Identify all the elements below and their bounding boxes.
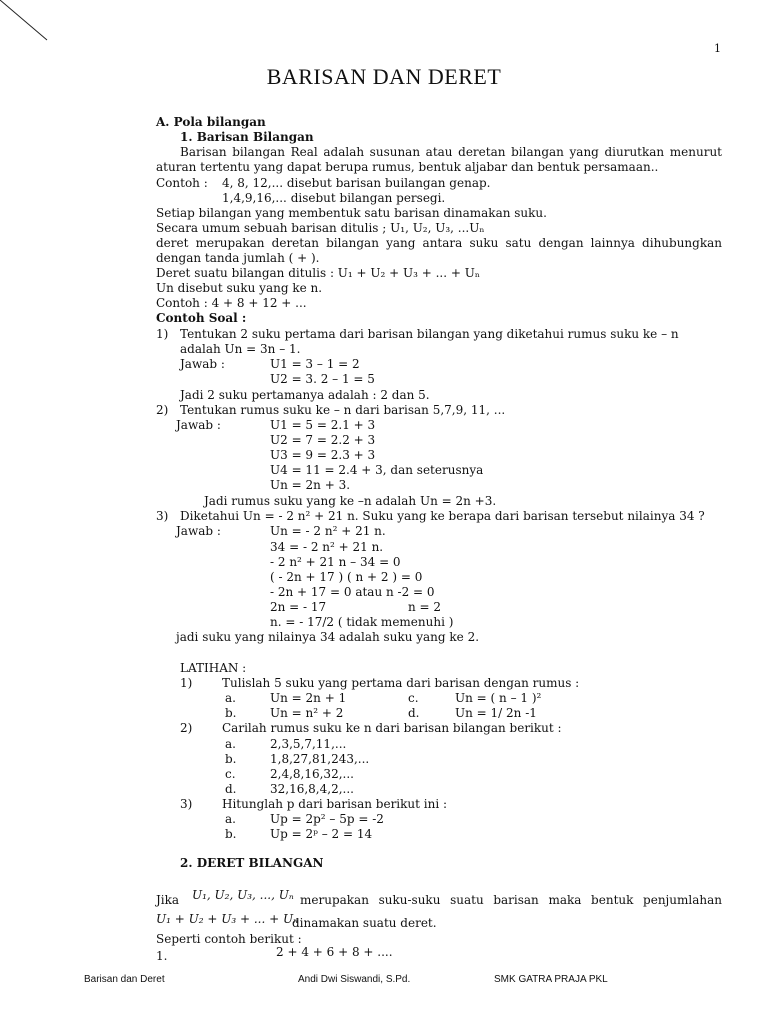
answer-line: n = 2 — [408, 600, 442, 614]
option-label: b. — [225, 827, 237, 841]
answer-line: 34 = - 2 n² + 21 n. — [270, 540, 384, 554]
contoh-item: 4, 8, 12,... disebut barisan builangan genap. — [222, 176, 491, 190]
text-line: Jika — [156, 893, 180, 907]
soal-question: Tentukan 2 suku pertama dari barisan bilangan yang diketahui rumus suku ke – n — [180, 327, 679, 341]
latihan-number: 3) — [180, 797, 193, 811]
option-text: Up = 2p² – 5p = -2 — [270, 812, 384, 826]
option-label: b. — [225, 706, 237, 720]
footer-left: Barisan dan Deret — [84, 974, 165, 985]
paragraph-line: Barisan bilangan Real adalah susunan atau deretan bilangan yang diurutkan menurut — [180, 145, 722, 159]
answer-line: - 2n + 17 = 0 atau n -2 = 0 — [270, 585, 435, 599]
answer-line: ( - 2n + 17 ) ( n + 2 ) = 0 — [270, 570, 423, 584]
option-text: Un = ( n – 1 )² — [455, 691, 542, 705]
text-line: deret merupakan deretan bilangan yang antara suku satu dengan lainnya dihubungkan — [156, 236, 722, 250]
answer-line: U3 = 9 = 2.3 + 3 — [270, 448, 376, 462]
text-line: Contoh : 4 + 8 + 12 + ... — [156, 296, 307, 310]
contoh-soal-heading: Contoh Soal : — [156, 311, 247, 325]
option-text: Un = n² + 2 — [270, 706, 344, 720]
option-text: 2,3,5,7,11,... — [270, 737, 347, 751]
footer-center: Andi Dwi Siswandi, S.Pd. — [298, 974, 411, 985]
jawab-label: Jawab : — [176, 418, 221, 432]
latihan-question: Carilah rumus suku ke n dari barisan bilangan berikut : — [222, 721, 562, 735]
text-line: Seperti contoh berikut : — [156, 932, 302, 946]
option-label: d. — [225, 782, 237, 796]
option-label: a. — [225, 812, 236, 826]
math-expression: U₁ + U₂ + U₃ + ... + Uₙ — [156, 912, 298, 926]
page-number: 1 — [714, 42, 721, 55]
option-text: Up = 2ᵖ – 2 = 14 — [270, 827, 373, 841]
option-label: c. — [225, 767, 236, 781]
conclusion: Jadi rumus suku yang ke –n adalah Un = 2n +3. — [204, 494, 497, 508]
soal-question: Diketahui Un = - 2 n² + 21 n. Suku yang ke berapa dari barisan tersebut nilainya 34 ? — [180, 509, 705, 523]
latihan-question: Tulislah 5 suku yang pertama dari barisan dengan rumus : — [222, 676, 580, 690]
latihan-heading: LATIHAN : — [180, 661, 247, 675]
answer-line: U2 = 3. 2 – 1 = 5 — [270, 372, 375, 386]
soal-question: Tentukan rumus suku ke – n dari barisan 5,7,9, 11, ... — [180, 403, 506, 417]
answer-line: U1 = 5 = 2.1 + 3 — [270, 418, 376, 432]
option-label: d. — [408, 706, 420, 720]
soal-question: adalah Un = 3n – 1. — [180, 342, 301, 356]
conclusion: jadi suku yang nilainya 34 adalah suku yang ke 2. — [176, 630, 480, 644]
answer-line: U1 = 3 – 1 = 2 — [270, 357, 360, 371]
section-heading: 2. DERET BILANGAN — [180, 856, 324, 870]
soal-number: 3) — [156, 509, 169, 523]
option-text: 2,4,8,16,32,... — [270, 767, 354, 781]
subsection-heading: 1. Barisan Bilangan — [180, 130, 314, 144]
conclusion: Jadi 2 suku pertamanya adalah : 2 dan 5. — [180, 388, 430, 402]
answer-line: Un = 2n + 3. — [270, 478, 351, 492]
option-text: Un = 1/ 2n -1 — [455, 706, 537, 720]
text-line: dengan tanda jumlah ( + ). — [156, 251, 320, 265]
math-expression: U₁, U₂, U₃, ..., Uₙ — [192, 888, 294, 902]
jawab-label: Jawab : — [180, 357, 225, 371]
text-line: Secara umum sebuah barisan ditulis ; U₁, U₂, U₃, ...Uₙ — [156, 221, 485, 235]
latihan-question: Hitunglah p dari barisan berikut ini : — [222, 797, 448, 811]
option-label: c. — [408, 691, 419, 705]
soal-number: 1) — [156, 327, 169, 341]
text-line: Un disebut suku yang ke n. — [156, 281, 323, 295]
answer-line: Un = - 2 n² + 21 n. — [270, 524, 386, 538]
text-line: dinamakan suatu deret. — [292, 916, 437, 930]
option-label: a. — [225, 691, 236, 705]
latihan-number: 1) — [180, 676, 193, 690]
contoh-label: Contoh : — [156, 176, 208, 190]
option-text: 1,8,27,81,243,... — [270, 752, 370, 766]
math-expression: 2 + 4 + 6 + 8 + .... — [276, 945, 393, 959]
contoh-item: 1,4,9,16,... disebut bilangan persegi. — [222, 191, 446, 205]
soal-number: 2) — [156, 403, 169, 417]
answer-line: U2 = 7 = 2.2 + 3 — [270, 433, 376, 447]
option-text: Un = 2n + 1 — [270, 691, 347, 705]
paragraph-line: aturan tertentu yang dapat berupa rumus, bentuk aljabar dan bentuk persamaan.. — [156, 160, 659, 174]
list-number: 1. — [156, 949, 168, 963]
answer-line: n. = - 17/2 ( tidak memenuhi ) — [270, 615, 454, 629]
jawab-label: Jawab : — [176, 524, 221, 538]
footer-right: SMK GATRA PRAJA PKL — [494, 974, 608, 985]
option-label: a. — [225, 737, 236, 751]
corner-fold-line — [0, 0, 60, 50]
option-text: 32,16,8,4,2,... — [270, 782, 354, 796]
section-heading: A. Pola bilangan — [156, 115, 266, 129]
option-label: b. — [225, 752, 237, 766]
text-line: merupakan suku-suku suatu barisan maka bentuk penjumlahan — [300, 893, 722, 907]
answer-line: 2n = - 17 — [270, 600, 327, 614]
page-title: BARISAN DAN DERET — [266, 64, 502, 89]
latihan-number: 2) — [180, 721, 193, 735]
answer-line: U4 = 11 = 2.4 + 3, dan seterusnya — [270, 463, 484, 477]
text-line: Deret suatu bilangan ditulis : U₁ + U₂ + U₃ + ... + Uₙ — [156, 266, 481, 280]
answer-line: - 2 n² + 21 n – 34 = 0 — [270, 555, 401, 569]
text-line: Setiap bilangan yang membentuk satu barisan dinamakan suku. — [156, 206, 547, 220]
